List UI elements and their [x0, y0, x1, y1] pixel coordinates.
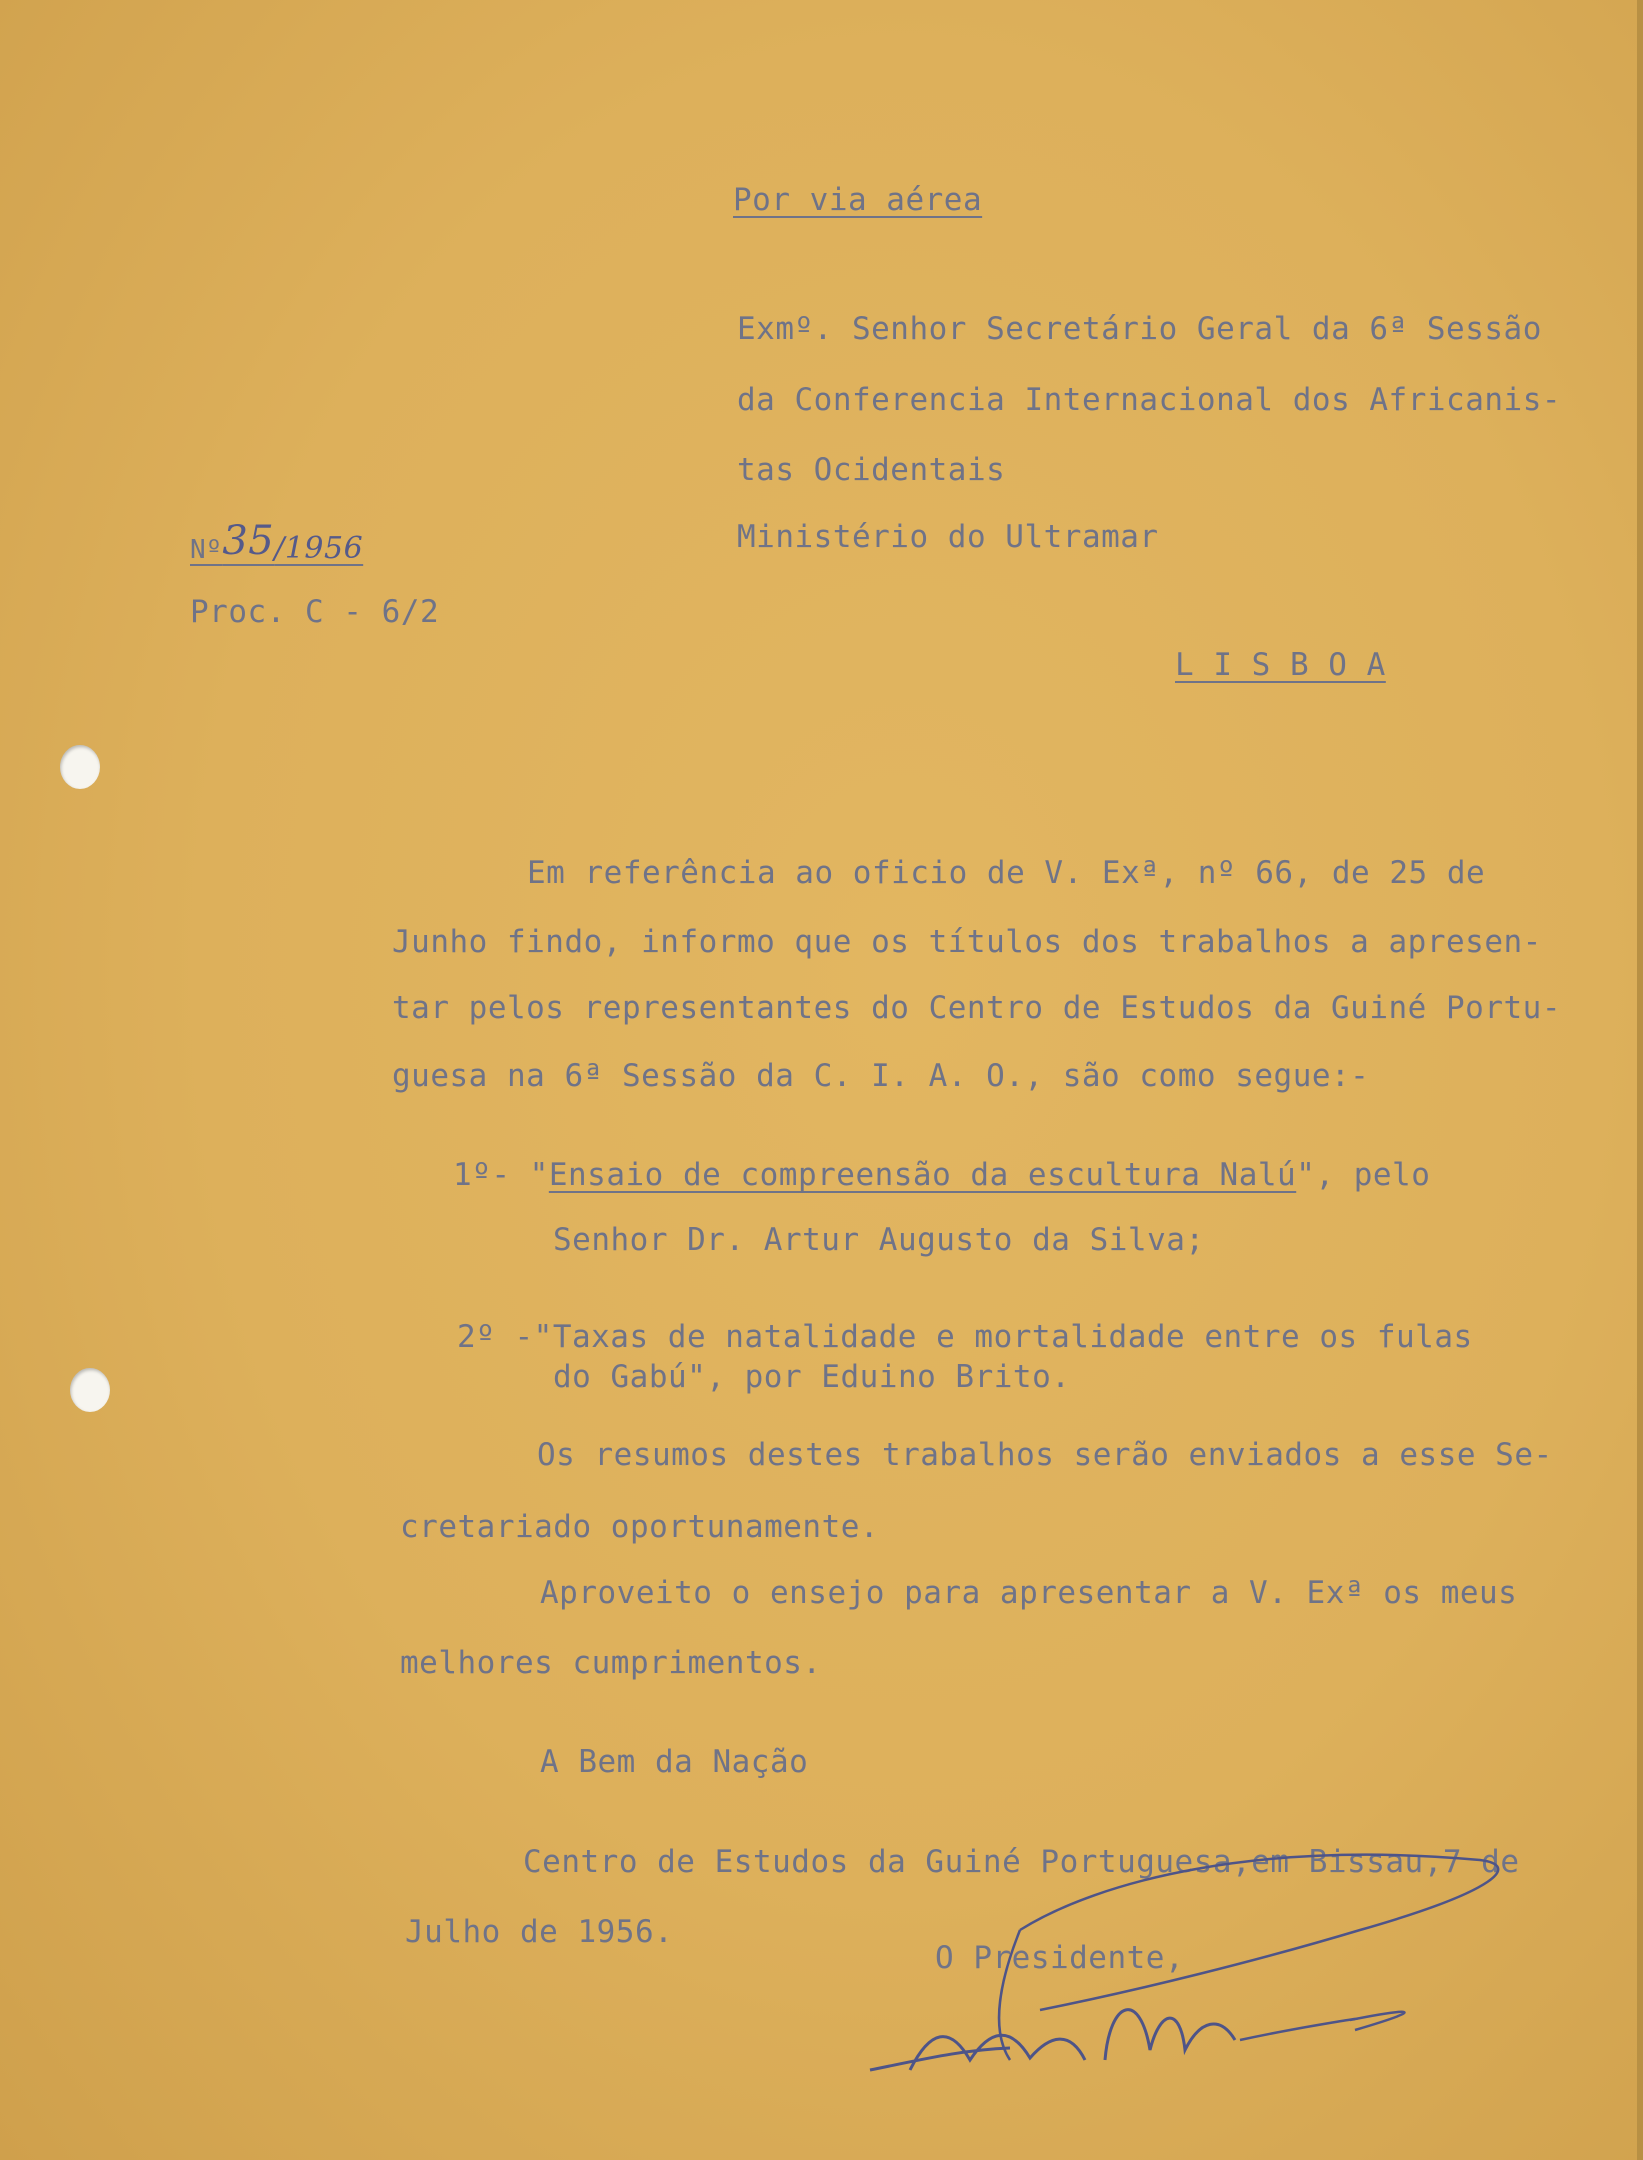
para3-line-1: Aproveito o ensejo para apresentar a V. Exª os meus: [540, 1575, 1518, 1611]
item-1: [453, 1157, 1431, 1193]
place-date-line-1: Centro de Estudos da Guiné Portuguesa,em Bissau,7 de: [523, 1844, 1520, 1880]
reference-prefix: Nº: [190, 535, 223, 565]
place-date-line-2: Julho de 1956.: [405, 1914, 674, 1950]
city-lisboa: L I S B O A: [1175, 647, 1386, 683]
punch-hole-top: [60, 745, 100, 789]
item-1-title: Ensaio de compreensão da escultura Nalú: [548, 1157, 1297, 1193]
item-1-rest: ", pelo: [1296, 1157, 1431, 1193]
item-2-line-2: do Gabú", por Eduino Brito.: [553, 1359, 1071, 1395]
signature-scribble: [840, 1820, 1560, 2140]
para3-line-2: melhores cumprimentos.: [400, 1645, 822, 1681]
reference-year: /1956: [274, 531, 364, 566]
item-1-author: Senhor Dr. Artur Augusto da Silva;: [553, 1222, 1205, 1258]
reference-number: [190, 518, 364, 566]
para1-line-3: tar pelos representantes do Centro de Estudos da Guiné Portu-: [392, 990, 1561, 1026]
process-code: Proc. C - 6/2: [190, 594, 440, 630]
item-2-line-1: 2º -"Taxas de natalidade e mortalidade entre os fulas: [457, 1319, 1473, 1355]
recipient-line-4: Ministério do Ultramar: [737, 519, 1159, 555]
recipient-line-1: Exmº. Senhor Secretário Geral da 6ª Sessão: [737, 311, 1542, 347]
para2-line-1: Os resumos destes trabalhos serão enviados a esse Se-: [537, 1437, 1553, 1473]
para1-line-4: guesa na 6ª Sessão da C. I. A. O., são como segue:-: [392, 1058, 1370, 1094]
item-1-number: 1º- ": [453, 1157, 549, 1193]
delivery-method: Por via aérea: [733, 182, 983, 218]
salutation: A Bem da Nação: [540, 1744, 809, 1780]
para1-line-2: Junho findo, informo que os títulos dos trabalhos a apresen-: [392, 924, 1542, 960]
reference-number-handwritten: 35: [222, 518, 275, 564]
signatory-title: O Presidente,: [935, 1940, 1185, 1976]
paper-edge: [1637, 0, 1643, 2160]
recipient-line-2: da Conferencia Internacional dos Africanis-: [737, 382, 1562, 418]
para1-line-1: Em referência ao oficio de V. Exª, nº 66, de 25 de: [527, 855, 1486, 891]
punch-hole-bottom: [70, 1368, 110, 1412]
recipient-line-3: tas Ocidentais: [737, 452, 1006, 488]
para2-line-2: cretariado oportunamente.: [400, 1509, 880, 1545]
